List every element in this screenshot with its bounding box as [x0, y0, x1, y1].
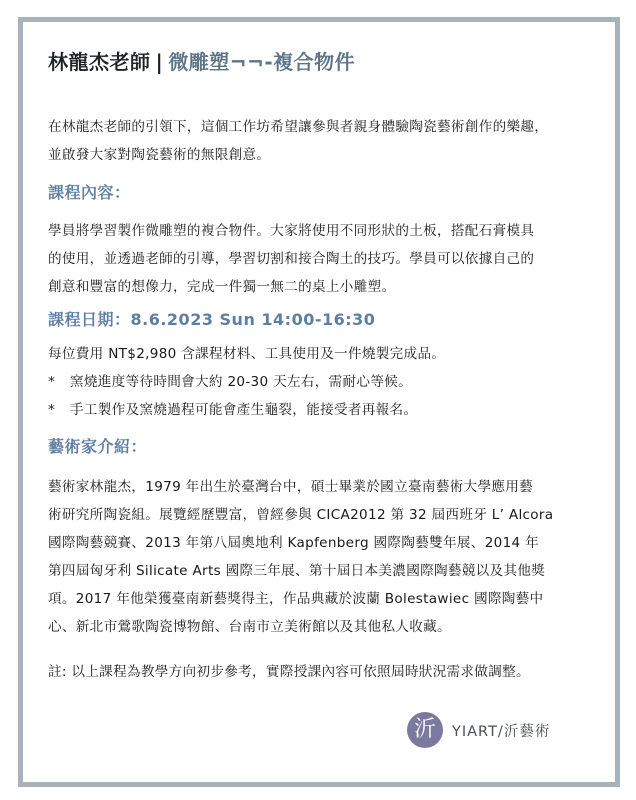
fee-line: 每位費用 NT$2,980 含課程材料、工具使用及一件燒製完成品。: [48, 346, 446, 362]
date-heading: 課程日期：8.6.2023 Sun 14:00-16:30: [48, 310, 376, 329]
intro-paragraph: [48, 113, 593, 169]
title-separator: |: [155, 50, 164, 74]
artist-line: 術研究所陶瓷組。展覽經歷豐富，曾經參與 CICA2012 第 32 屆西班牙 L’ Alcora: [48, 507, 554, 523]
artist-paragraph: [48, 473, 593, 641]
bullet-text: 手工製作及窯燒過程可能會產生龜裂，能接受者再報名。: [70, 402, 418, 418]
page-title: [48, 48, 593, 76]
course-title: 微雕塑¬¬-複合物件: [168, 50, 356, 74]
bullet-item: [48, 368, 593, 396]
artist-line: 國際陶藝競賽、2013 年第八屆奧地利 Kapfenberg 國際陶藝雙年展、2014 年: [48, 535, 539, 551]
course-heading: 課程內容：: [48, 183, 131, 202]
page-frame: [18, 17, 620, 787]
bullet-symbol: *: [48, 374, 56, 390]
artist-line: 藝術家林龍杰，1979 年出生於臺灣台中，碩士畢業於國立臺南藝術大學應用藝: [48, 479, 534, 495]
intro-line: 在林龍杰老師的引領下，這個工作坊希望讓參與者親身體驗陶瓷藝術創作的樂趣，: [48, 119, 549, 135]
yiart-logo: [407, 712, 550, 748]
artist-line: 項。2017 年他榮獲臺南新藝獎得主，作品典藏於波蘭 Bolestawiec 國際陶藝中: [48, 591, 544, 607]
course-line: 創意和豐富的想像力，完成一件獨一無二的桌上小雕塑。: [48, 279, 396, 295]
artist-line: 心、新北市鶯歌陶瓷博物館、台南市立美術館以及其他私人收藏。: [48, 619, 451, 635]
note-text: 註: 以上課程為教學方向初步參考，實際授課內容可依照屆時狀況需求做調整。: [48, 664, 530, 680]
artist-heading: 藝術家介紹：: [48, 437, 148, 456]
bullet-text: 窯燒進度等待時間會大約 20-30 天左右，需耐心等候。: [70, 374, 413, 390]
bullet-symbol: *: [48, 402, 56, 418]
logo-mark-icon: 沂: [407, 712, 443, 748]
intro-line: 並啟發大家對陶瓷藝術的無限創意。: [48, 147, 271, 163]
bullet-item: [48, 396, 593, 424]
logo-text: YIART/沂藝術: [452, 723, 551, 740]
course-line: 的使用，並透過老師的引導，學習切割和接合陶土的技巧。學員可以依據自己的: [48, 251, 535, 267]
fee-block: [48, 340, 593, 424]
teacher-name: 林龍杰老師: [48, 50, 151, 74]
course-line: 學員將學習製作微雕塑的複合物件。大家將使用不同形狀的土板，搭配石膏模具: [48, 223, 535, 239]
document-content: [48, 48, 593, 686]
artist-line: 第四屆匈牙利 Silicate Arts 國際三年展、第十屆日本美濃國際陶藝競以及其他獎: [48, 563, 546, 579]
course-paragraph: [48, 217, 593, 301]
